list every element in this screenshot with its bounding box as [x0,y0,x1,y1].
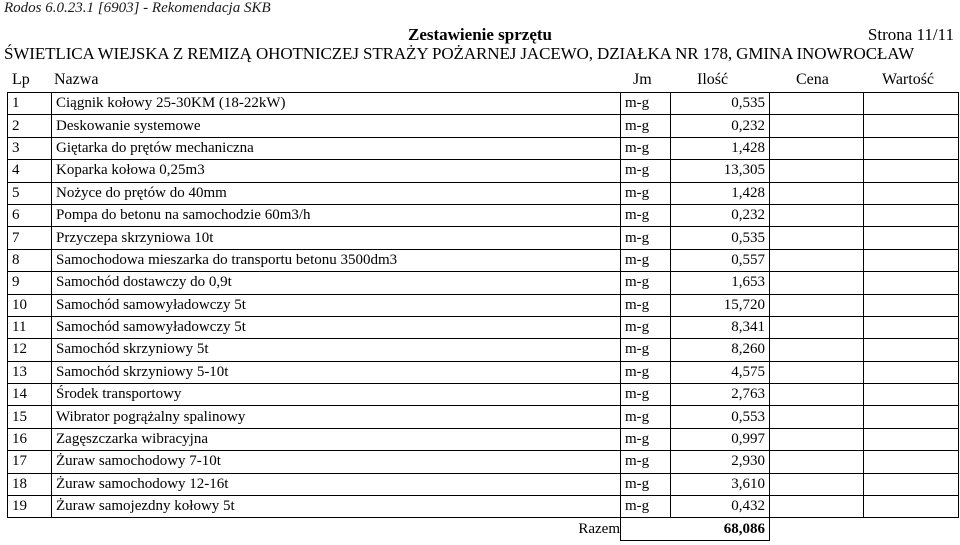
value [864,316,959,338]
value [864,272,959,294]
price [770,294,864,316]
price [770,204,864,226]
row-number: 7 [8,227,52,249]
table-row [8,115,959,137]
value [864,451,959,473]
row-number: 17 [8,451,52,473]
equipment-name: Samochodowa mieszarka do transportu betonu 3500dm3 [52,249,621,271]
quantity: 0,997 [671,428,770,450]
quantity: 3,610 [671,473,770,495]
unit: m-g [621,339,671,361]
price [770,227,864,249]
price [770,272,864,294]
price [770,249,864,271]
table-row [8,339,959,361]
table-row [8,316,959,338]
quantity: 0,535 [671,227,770,249]
quantity: 13,305 [671,160,770,182]
unit: m-g [621,137,671,159]
page-number: Strona 11/11 [867,25,954,44]
price [770,384,864,406]
table-row [8,473,959,495]
value [864,137,959,159]
table-row [8,496,959,518]
row-number: 18 [8,473,52,495]
column-header-name: Nazwa [54,71,99,88]
quantity: 0,432 [671,496,770,518]
value [864,204,959,226]
value [864,227,959,249]
row-number: 5 [8,182,52,204]
price [770,361,864,383]
unit: m-g [621,496,671,518]
quantity: 4,575 [671,361,770,383]
quantity: 2,930 [671,451,770,473]
table-row [8,451,959,473]
table-row [8,160,959,182]
equipment-name: Żuraw samochodowy 7-10t [52,451,621,473]
column-header-quantity: Ilość [697,71,729,88]
row-number: 19 [8,496,52,518]
window-title: Rodos 6.0.23.1 [6903] - Rekomendacja SKB [4,0,271,16]
unit: m-g [621,384,671,406]
equipment-name: Środek transportowy [52,384,621,406]
price [770,182,864,204]
quantity: 1,653 [671,272,770,294]
price [770,451,864,473]
table-row [8,93,959,115]
unit: m-g [621,473,671,495]
table-row [8,272,959,294]
unit: m-g [621,406,671,428]
equipment-name: Pompa do betonu na samochodzie 60m3/h [52,204,621,226]
quantity: 0,232 [671,115,770,137]
price [770,428,864,450]
quantity: 0,557 [671,249,770,271]
equipment-name: Samochód skrzyniowy 5t [52,339,621,361]
equipment-name: Żuraw samojezdny kołowy 5t [52,496,621,518]
unit: m-g [621,316,671,338]
report-title: Zestawienie sprzętu [407,25,552,44]
value [864,294,959,316]
price [770,160,864,182]
equipment-name: Przyczepa skrzyniowa 10t [52,227,621,249]
column-header-value: Wartość [882,71,935,88]
row-number: 15 [8,406,52,428]
table-row [8,249,959,271]
table-row [8,294,959,316]
total-row [8,518,959,540]
price [770,115,864,137]
unit: m-g [621,428,671,450]
value [864,406,959,428]
row-number: 11 [8,316,52,338]
price [770,473,864,495]
quantity: 0,232 [671,204,770,226]
value [864,428,959,450]
table-row [8,204,959,226]
unit: m-g [621,361,671,383]
value [864,496,959,518]
unit: m-g [621,204,671,226]
table-row [8,137,959,159]
unit: m-g [621,249,671,271]
unit: m-g [621,182,671,204]
table-row [8,182,959,204]
value [864,160,959,182]
project-name: ŚWIETLICA WIEJSKA Z REMIZĄ OHOTNICZEJ STRAŻY POŻARNEJ JACEWO, DZIAŁKA NR 178, GMINA INOWROCŁAW [4,44,915,63]
unit: m-g [621,451,671,473]
price [770,93,864,115]
equipment-name: Samochód samowyładowczy 5t [52,316,621,338]
quantity: 15,720 [671,294,770,316]
row-number: 6 [8,204,52,226]
quantity: 8,341 [671,316,770,338]
table-row [8,406,959,428]
price [770,137,864,159]
equipment-name: Koparka kołowa 0,25m3 [52,160,621,182]
table-row [8,384,959,406]
quantity: 1,428 [671,182,770,204]
table-row [8,227,959,249]
equipment-name: Samochód dostawczy do 0,9t [52,272,621,294]
equipment-name: Giętarka do prętów mechaniczna [52,137,621,159]
row-number: 2 [8,115,52,137]
column-header-price: Cena [796,71,829,88]
unit: m-g [621,160,671,182]
value [864,473,959,495]
row-number: 16 [8,428,52,450]
total-spacer [8,518,52,540]
row-number: 13 [8,361,52,383]
unit: m-g [621,227,671,249]
column-header-jm: Jm [633,71,652,88]
value [864,182,959,204]
quantity: 8,260 [671,339,770,361]
unit: m-g [621,294,671,316]
value [864,93,959,115]
row-number: 10 [8,294,52,316]
quantity: 1,428 [671,137,770,159]
row-number: 3 [8,137,52,159]
equipment-name: Deskowanie systemowe [52,115,621,137]
table-row [8,361,959,383]
total-value: 68,086 [621,518,770,540]
equipment-name: Zagęszczarka wibracyjna [52,428,621,450]
total-spacer [770,518,864,540]
value [864,384,959,406]
row-number: 4 [8,160,52,182]
row-number: 12 [8,339,52,361]
equipment-table [7,92,959,541]
price [770,406,864,428]
equipment-name: Nożyce do prętów do 40mm [52,182,621,204]
value [864,249,959,271]
unit: m-g [621,93,671,115]
total-label: Razem [578,520,620,537]
row-number: 9 [8,272,52,294]
equipment-table-body [8,93,959,518]
value [864,115,959,137]
price [770,339,864,361]
quantity: 0,535 [671,93,770,115]
equipment-name: Żuraw samochodowy 12-16t [52,473,621,495]
price [770,496,864,518]
unit: m-g [621,272,671,294]
table-row [8,428,959,450]
equipment-name: Samochód samowyładowczy 5t [52,294,621,316]
value [864,361,959,383]
row-number: 1 [8,93,52,115]
value [864,339,959,361]
table-header [0,71,960,93]
row-number: 14 [8,384,52,406]
unit: m-g [621,115,671,137]
equipment-name: Wibrator pogrążalny spalinowy [52,406,621,428]
quantity: 2,763 [671,384,770,406]
row-number: 8 [8,249,52,271]
equipment-name: Ciągnik kołowy 25-30KM (18-22kW) [52,93,621,115]
total-spacer [864,518,959,540]
column-header-lp: Lp [12,71,30,88]
price [770,316,864,338]
quantity: 0,553 [671,406,770,428]
equipment-name: Samochód skrzyniowy 5-10t [52,361,621,383]
